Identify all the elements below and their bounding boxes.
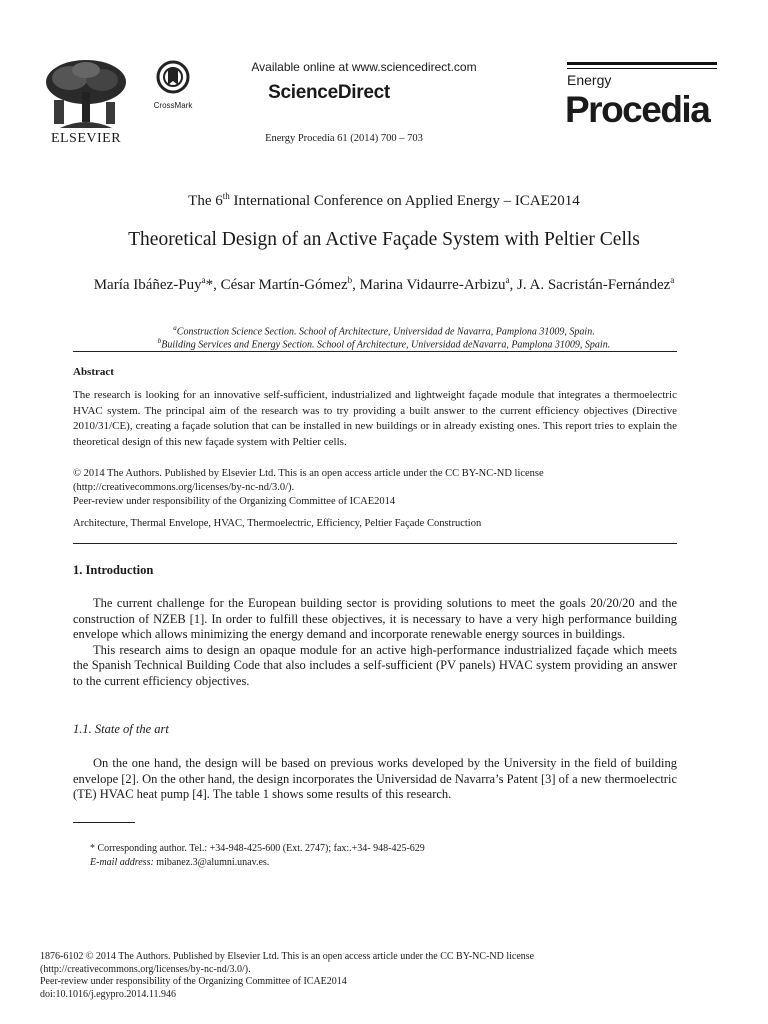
doi[interactable]: doi:10.1016/j.egypro.2014.11.946: [40, 988, 177, 1000]
peer-review-bottom: Peer-review under responsibility of the Organizing Committee of ICAE2014: [40, 976, 347, 988]
author-sup: b: [347, 275, 353, 285]
peer-review-line: Peer-review under responsibility of the Organizing Committee of ICAE2014: [73, 496, 396, 507]
author-suffix: *,: [205, 277, 221, 293]
available-online-text[interactable]: Available online at www.sciencedirect.com: [251, 60, 477, 74]
abstract-body: The research is looking for an innovative self-sufficient, industrialized and lightweight façade module that integrates a thermoelectric HVAC system. The principal aim of the research was to try providing a built answer to the current efficiency objectives (Directive 2010/31/CE), creating a façade solution that can be installed in new buildings or in already existing ones. This report tries to explain the theoretical design of this new façade system with Peltier cells.: [73, 389, 677, 448]
license-link-bottom[interactable]: (http://creativecommons.org/licenses/by-nc-nd/3.0/).: [40, 963, 251, 975]
author-name: Sacristán-Fernández: [547, 277, 671, 293]
platform-name: ScienceDirect: [268, 82, 390, 103]
journal-name: Procedia: [565, 89, 710, 130]
conference-post: International Conference on Applied Energy – ICAE2014: [229, 193, 580, 209]
journal-reference: Energy Procedia 61 (2014) 700 – 703: [265, 133, 423, 144]
conference-pre: The 6: [188, 193, 223, 209]
affiliation-text: Construction Science Section. School of Architecture, Universidad de Navarra, Pamplona 31009, Spain.: [176, 326, 595, 338]
issn-license-line: 1876-6102 © 2014 The Authors. Published by Elsevier Ltd. This is an open access article under the CC BY-NC-ND license: [40, 951, 535, 962]
conference-line: [40, 191, 728, 210]
author-name: María Ibáñez-Puy: [93, 277, 202, 293]
affiliation-a: [40, 324, 728, 337]
author-sup: a: [670, 275, 675, 285]
state-of-art-body: [73, 756, 677, 803]
email-line: [90, 856, 690, 870]
conference-sup: th: [222, 191, 230, 201]
bottom-matter: [40, 951, 740, 1001]
crossmark-badge[interactable]: [150, 60, 196, 110]
affiliation-text: Building Services and Energy Section. School of Architecture, Universidad deNavarra, Pamplona 31009, Spain.: [161, 339, 611, 351]
email-address[interactable]: mibanez.3@alumni.unav.es.: [153, 857, 270, 868]
email-label: E-mail address:: [90, 857, 154, 868]
introduction-body: [73, 596, 677, 689]
section-heading-introduction: 1. Introduction: [73, 563, 154, 577]
divider-bottom: [73, 543, 677, 544]
corresponding-author: * Corresponding author. Tel.: +34-948-425-600 (Ext. 2747); fax:.+34- 948-425-629: [90, 843, 425, 854]
affiliation-b: [40, 337, 728, 350]
subsection-heading-state-of-art: 1.1. State of the art: [73, 722, 169, 736]
license-block: [73, 467, 677, 509]
paragraph: The current challenge for the European building sector is providing solutions to meet the goals 20/20/20 and the construction of NZEB [1]. In order to fulfill these objectives, it is necessary to have a very high performance building envelope which allows minimizing the energy demand and incorporate renewable energy sources in buildings.: [73, 596, 677, 641]
paper-title: Theoretical Design of an Active Façade System with Peltier Cells: [128, 229, 640, 250]
author-name: César Martín-Gómez: [220, 277, 348, 293]
abstract-heading: Abstract: [73, 366, 114, 378]
author-suffix: , J. A.: [509, 277, 548, 293]
crossmark-label: CrossMark: [153, 101, 193, 110]
license-link[interactable]: (http://creativecommons.org/licenses/by-nc-nd/3.0/).: [73, 482, 295, 493]
journal-rule-thin: [567, 68, 717, 69]
author-suffix: ,: [352, 277, 360, 293]
divider-top: [73, 351, 677, 352]
affiliation-sup: a: [173, 324, 177, 332]
crossmark-icon: [156, 60, 190, 94]
paragraph: On the one hand, the design will be based on previous works developed by the University in the field of building envelope [2]. On the other hand, the design incorporates the Universidad de Navarra’s Patent [3] of a new thermoelectric (TE) HVAC heat pump [4]. The table 1 shows some results of this research.: [73, 756, 677, 801]
license-line: © 2014 The Authors. Published by Elsevier Ltd. This is an open access article under the CC BY-NC-ND license: [73, 468, 544, 479]
footnote: [90, 842, 690, 870]
author-sup: a: [201, 275, 206, 285]
journal-prefix: Energy: [567, 72, 612, 88]
journal-rule-thick: [567, 62, 717, 65]
footnote-rule: [73, 822, 135, 823]
author-list: [60, 270, 708, 296]
publisher-logo-text: ELSEVIER: [50, 131, 122, 146]
author-name: Marina Vidaurre-Arbizu: [359, 277, 506, 293]
affiliation-sup: b: [157, 337, 162, 345]
paragraph: This research aims to design an opaque module for an active high-performance industrialized façade which meets the Spanish Technical Building Code that also includes a self-sufficient (PV panels) HVAC system providing an answer to the current efficiency objectives.: [73, 642, 677, 688]
keywords: Architecture, Thermal Envelope, HVAC, Thermoelectric, Efficiency, Peltier Façade Construction: [73, 518, 482, 529]
author-sup: a: [505, 275, 510, 285]
